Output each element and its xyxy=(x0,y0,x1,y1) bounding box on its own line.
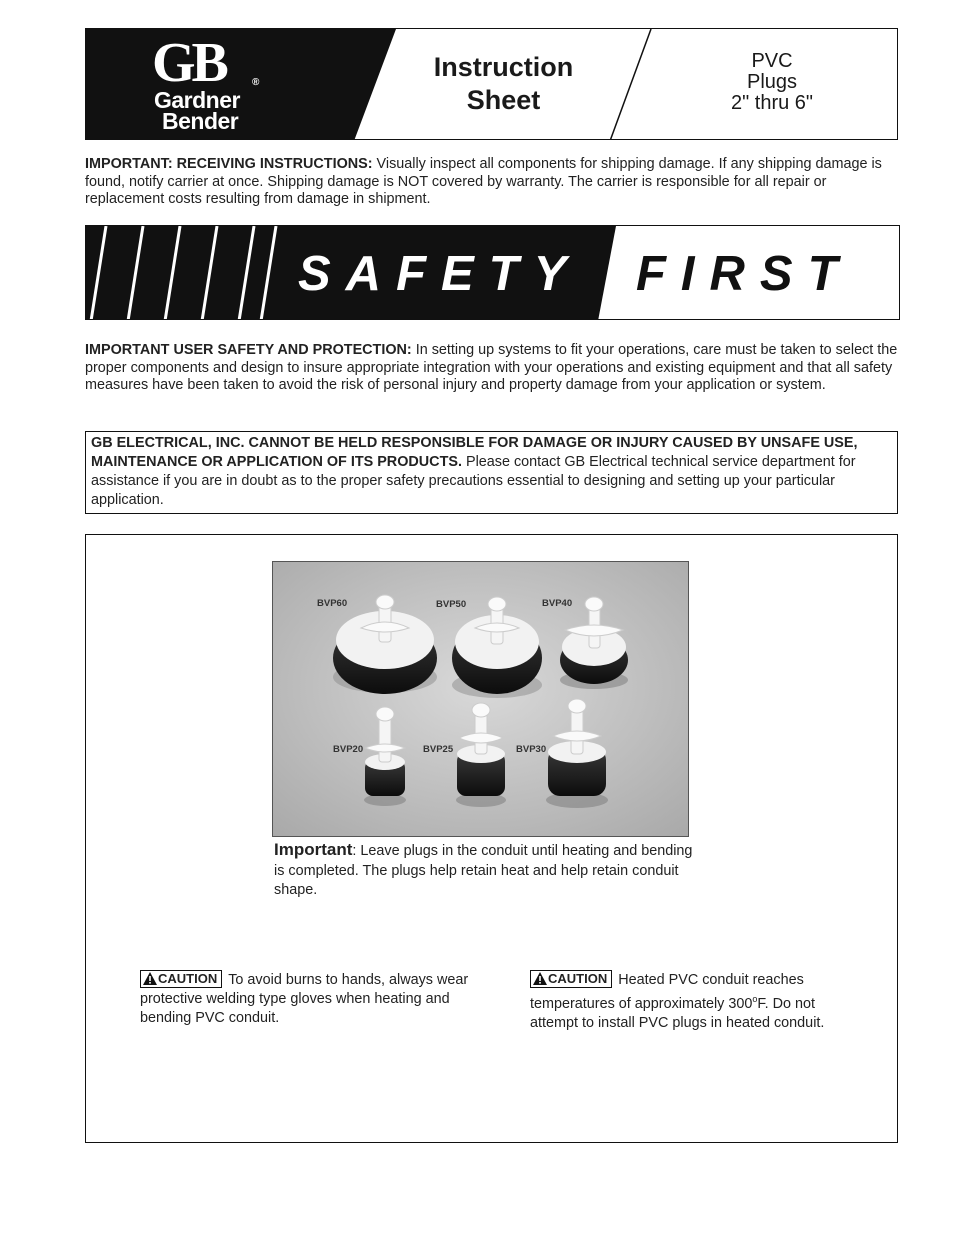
user-safety-heading: IMPORTANT USER SAFETY AND PROTECTION: xyxy=(85,342,412,358)
document-title xyxy=(396,51,611,117)
label-bvp50: BVP50 xyxy=(436,599,467,610)
important-heading: Important xyxy=(274,840,353,859)
caution-badge-label: CAUTION xyxy=(548,971,608,986)
caution-gloves-text: To avoid burns to hands, always wear protective welding type gloves when heating and bending PVC conduit. xyxy=(140,972,469,1026)
degree-superscript: o xyxy=(752,994,758,1004)
label-bvp30: BVP30 xyxy=(516,744,547,755)
caution-heat-text-before: Heated PVC conduit reaches temperatures of approximately 300 xyxy=(530,972,804,1012)
user-safety-text: In setting up systems to fit your operations, care must be taken to select the proper components and design to insure appropriate integration with your operations and existing equipment and that all safety measures have been taken to avoid the risk of personal injury and property damage from your application or system. xyxy=(85,342,898,393)
disclaimer-text: Please contact GB Electrical technical service department for assistance if you are in doubt as to the proper safety precautions essential to designing and setting up your particular application. xyxy=(91,454,856,508)
important-note xyxy=(274,840,694,901)
label-bvp60: BVP60 xyxy=(317,598,348,609)
caution-heat-text-after: F. Do not attempt to install PVC plugs in heated conduit. xyxy=(530,995,825,1031)
disclaimer-box xyxy=(85,431,898,514)
warning-triangle-icon xyxy=(533,972,547,985)
caution-badge xyxy=(140,970,222,988)
product-line2: Plugs xyxy=(746,71,798,93)
safety-first-banner xyxy=(85,225,900,320)
receiving-instructions xyxy=(85,156,900,209)
title-line1: Instruction xyxy=(433,52,574,82)
pvc-plugs-photo xyxy=(272,561,689,837)
caution-badge-label: CAUTION xyxy=(158,971,218,986)
title-line2: Sheet xyxy=(466,85,541,115)
receiving-heading: IMPORTANT: RECEIVING INSTRUCTIONS: xyxy=(85,156,373,172)
first-word: FIRST xyxy=(636,247,853,301)
logo-registered: ® xyxy=(252,77,260,88)
product-name xyxy=(682,51,862,114)
important-text: : Leave plugs in the conduit until heating and bending is completed. The plugs help retain heat and help retain conduit shape. xyxy=(274,843,693,898)
label-bvp20: BVP20 xyxy=(333,744,364,755)
header-banner xyxy=(85,28,898,140)
logo-name-line1: Gardner xyxy=(154,87,240,113)
warning-triangle-icon xyxy=(143,972,157,985)
product-line1: PVC xyxy=(751,50,793,72)
receiving-text: Visually inspect all components for shipping damage. If any shipping damage is found, notify carrier at once. Shipping damage is NOT covered by warranty. The carrier is responsible for all repair or replacement costs resulting from damage in shipment. xyxy=(85,156,882,207)
caution-heat xyxy=(530,970,860,1033)
product-line3: 2" thru 6" xyxy=(730,92,814,114)
logo-name-line2: Bender xyxy=(162,108,239,134)
disclaimer-heading: GB ELECTRICAL, INC. CANNOT BE HELD RESPONSIBLE FOR DAMAGE OR INJURY CAUSED BY UNSAFE USE, MAINTENANCE OR APPLICATION OF ITS PRODUCTS. xyxy=(91,435,858,470)
caution-gloves xyxy=(140,970,500,1028)
user-safety-paragraph xyxy=(85,342,900,395)
label-bvp40: BVP40 xyxy=(542,598,573,609)
label-bvp25: BVP25 xyxy=(423,744,454,755)
safety-word: SAFETY xyxy=(298,247,582,301)
caution-badge xyxy=(530,970,612,988)
logo-mark: GB xyxy=(152,32,225,94)
